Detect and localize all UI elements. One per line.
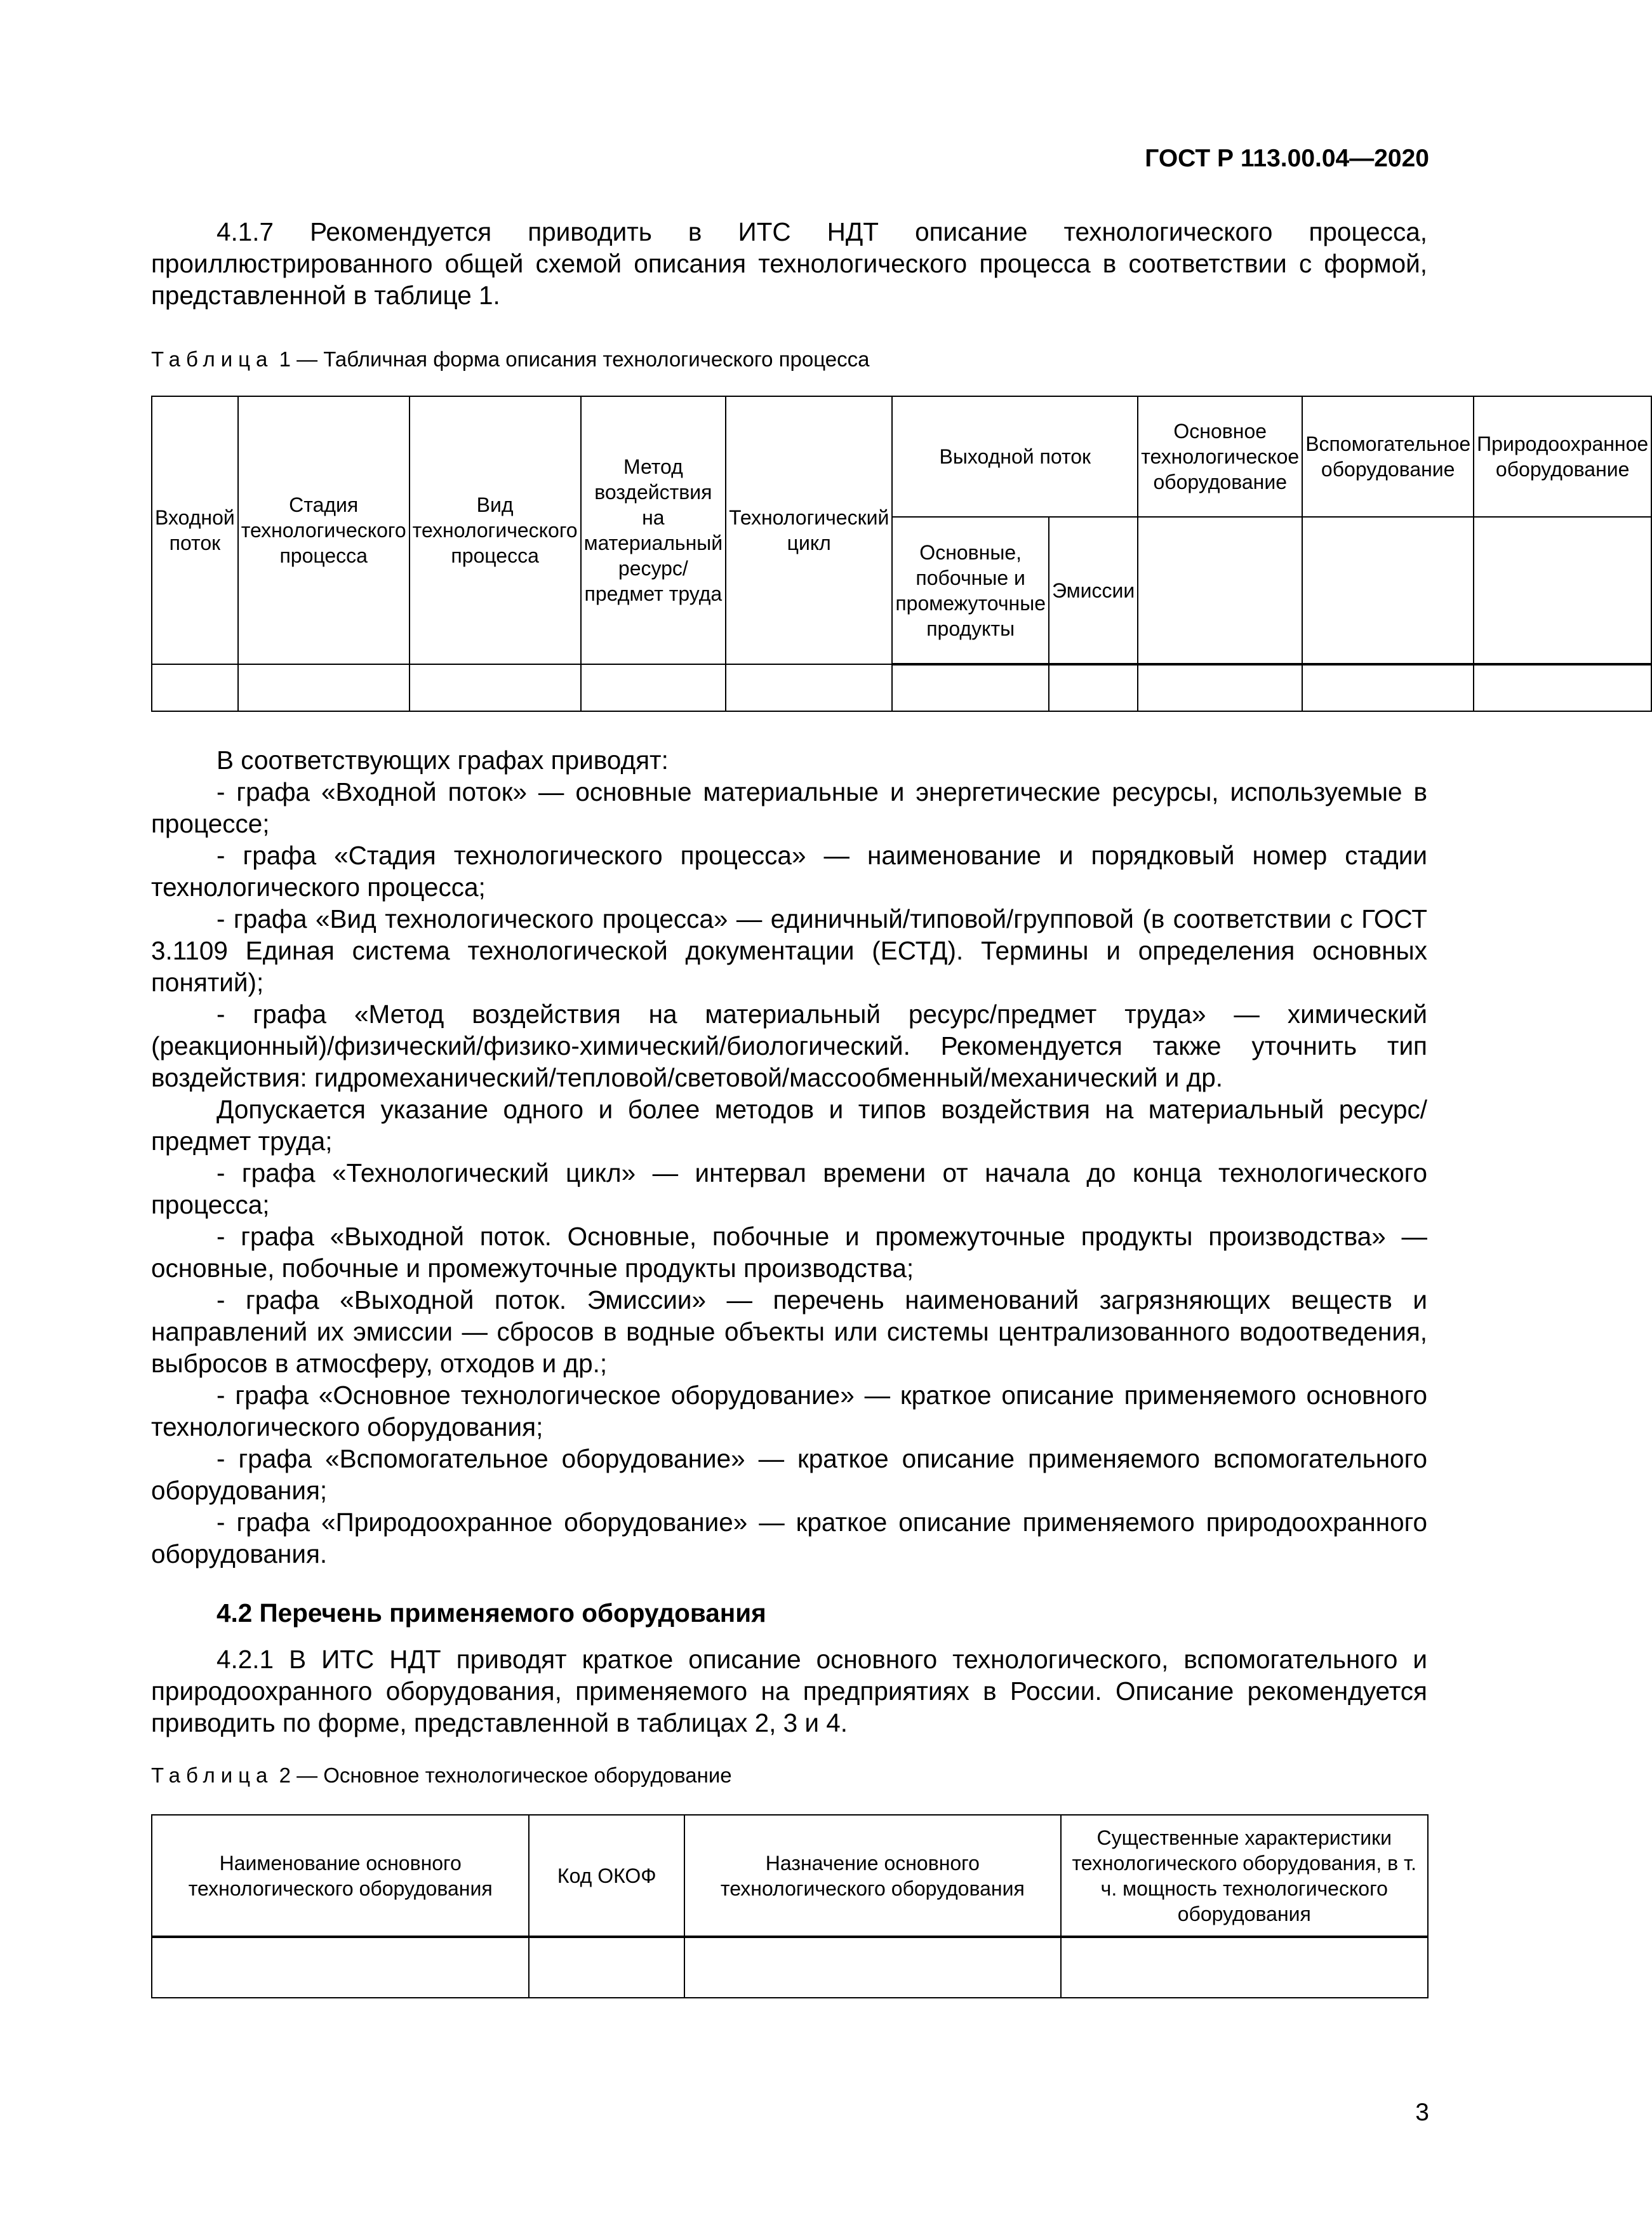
table2-cell <box>529 1937 684 1998</box>
body-item: - графа «Природоохранное оборудование» — краткое описание применяемого природоохранного оборудования. <box>151 1508 1427 1568</box>
section-4-2 <box>151 1597 1427 1739</box>
table1-cell <box>1474 664 1651 711</box>
table1-cell <box>892 664 1049 711</box>
table1-cell <box>238 664 410 711</box>
section-heading: 4.2 Перечень применяемого оборудования <box>216 1598 766 1628</box>
table1-header-stage: Стадия технологического процесса <box>238 396 410 664</box>
table1-cell <box>1049 664 1138 711</box>
table2-cell <box>684 1937 1060 1998</box>
table2-caption <box>151 1763 732 1788</box>
table2-cell <box>152 1937 529 1998</box>
table1-caption <box>151 347 870 371</box>
table1-header-aux-equipment: Вспомогательное оборудование <box>1302 396 1474 517</box>
table1-header-cycle: Технологический цикл <box>726 396 892 664</box>
table1-header-method: Метод воздействия на материальный ресурс/ предмет труда <box>581 396 726 664</box>
table2-caption-text: 2 — Основное технологическое оборудование <box>279 1763 732 1787</box>
table1-caption-label: Таблица <box>151 347 274 371</box>
body-item: - графа «Вспомогательное оборудование» — краткое описание применяемого вспомогательного оборудования; <box>151 1444 1427 1505</box>
table1-cell-empty <box>1302 517 1474 664</box>
table2-caption-label: Таблица <box>151 1763 274 1787</box>
body-section <box>151 744 1427 1570</box>
table1-cell <box>1138 664 1302 711</box>
intro-paragraph: 4.1.7 Рекомендуется приводить в ИТС НДТ описание технологического процесса, проиллюстрированного общей схемой описания технологического процесса в соответствии с формой, представленной в таблице 1. <box>151 217 1427 310</box>
page-number: 3 <box>1415 2099 1429 2126</box>
body-item: - графа «Входной поток» — основные материальные и энергетические ресурсы, используемые в процессе; <box>151 777 1427 838</box>
table1-header-process-type: Вид технологического процесса <box>410 396 581 664</box>
table1-header-output-flow: Выходной поток <box>892 396 1138 517</box>
table2-header-characteristics: Существенные характеристики технологического оборудования, в т. ч. мощность технологического оборудования <box>1061 1815 1428 1937</box>
table2-header-name: Наименование основного технологического оборудования <box>152 1815 529 1937</box>
table2-row <box>152 1937 1428 1998</box>
table1-header-input-flow: Входной поток <box>152 396 238 664</box>
body-item: - графа «Метод воздействия на материальный ресурс/предмет труда» — химический (реакционный)/физический/физико-химический/биологический. Рекомендуется также уточнить тип воздействия: гидромеханический/тепловой/световой/массообменный/механический и др. <box>151 1000 1427 1092</box>
table2-header-okof: Код ОКОФ <box>529 1815 684 1937</box>
table2 <box>151 1814 1429 1998</box>
table1-cell-empty <box>1474 517 1651 664</box>
table1-caption-text: 1 — Табличная форма описания технологического процесса <box>279 347 870 371</box>
table1-cell <box>152 664 238 711</box>
table2-header-purpose: Назначение основного технологического оборудования <box>684 1815 1060 1937</box>
table1-cell <box>410 664 581 711</box>
body-item: - графа «Технологический цикл» — интервал времени от начала до конца технологического процесса; <box>151 1158 1427 1219</box>
intro-section <box>151 216 1427 311</box>
table1-header-output-emissions: Эмиссии <box>1049 517 1138 664</box>
body-lead: В соответствующих графах приводят: <box>216 746 669 775</box>
table1-header-env-equipment: Природоохранное оборудование <box>1474 396 1651 517</box>
table1-cell <box>581 664 726 711</box>
table2-cell <box>1061 1937 1428 1998</box>
body-item: - графа «Стадия технологического процесса» — наименование и порядковый номер стадии технологического процесса; <box>151 841 1427 902</box>
table1 <box>151 396 1652 712</box>
table1-cell <box>1302 664 1474 711</box>
table1-cell <box>726 664 892 711</box>
table1-cell-empty <box>1138 517 1302 664</box>
section-paragraph: 4.2.1 В ИТС НДТ приводят краткое описание основного технологического, вспомогательного и природоохранного оборудования, применяемого на предприятиях в России. Описание рекомендуется приводить по форме, представленной в таблицах 2, 3 и 4. <box>151 1645 1427 1737</box>
document-code: ГОСТ Р 113.00.04—2020 <box>1145 145 1429 172</box>
table1-row <box>152 664 1651 711</box>
body-item: - графа «Вид технологического процесса» — единичный/типовой/групповой (в соответствии с ГОСТ 3.1109 Единая система технологической документации (ЕСТД). Термины и определения основных понятий); <box>151 904 1427 997</box>
body-item: Допускается указание одного и более методов и типов воздействия на материальный ресурс/ предмет труда; <box>151 1095 1427 1156</box>
table1-header-output-products: Основные, побочные и промежуточные продукты <box>892 517 1049 664</box>
table1-header-main-equipment: Основное технологическое оборудование <box>1138 396 1302 517</box>
body-item: - графа «Выходной поток. Эмиссии» — перечень наименований загрязняющих веществ и направлений их эмиссии — сбросов в водные объекты или системы централизованного водоотведения, выбросов в атмосферу, отходов и др.; <box>151 1285 1427 1378</box>
body-item: - графа «Основное технологическое оборудование» — краткое описание применяемого основного технологического оборудования; <box>151 1381 1427 1441</box>
body-item: - графа «Выходной поток. Основные, побочные и промежуточные продукты производства» — основные, побочные и промежуточные продукты производства; <box>151 1222 1427 1283</box>
